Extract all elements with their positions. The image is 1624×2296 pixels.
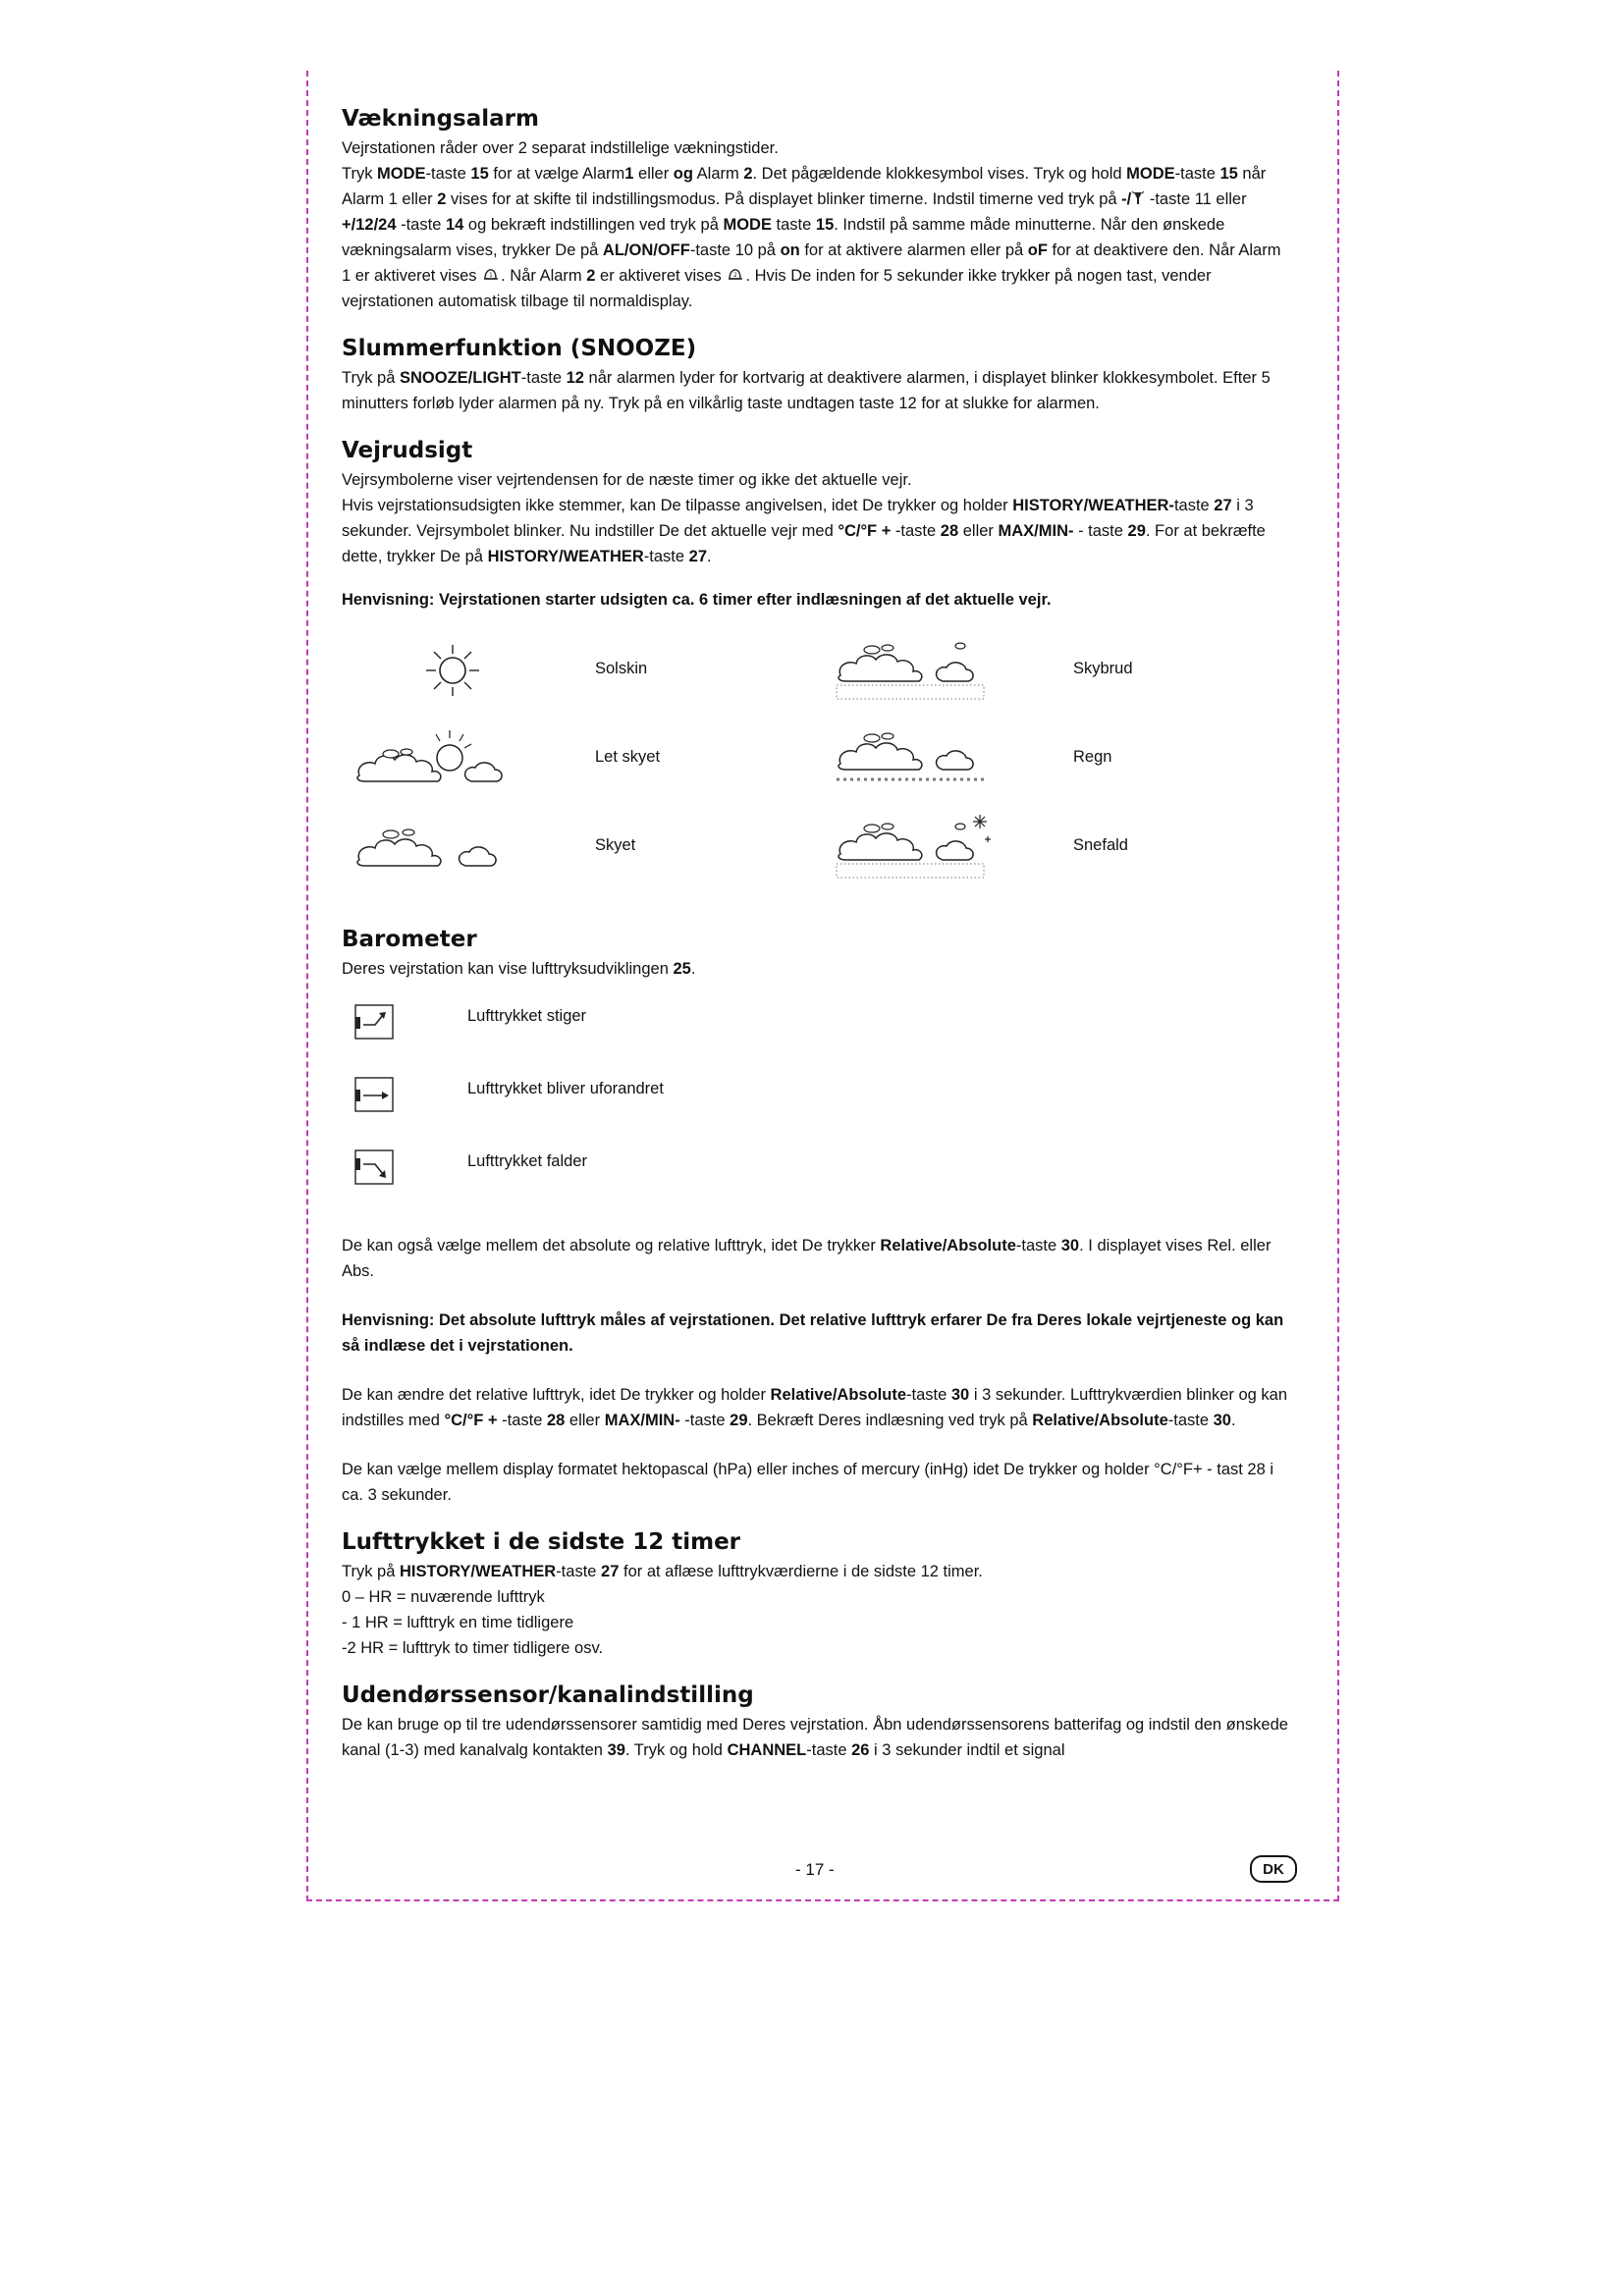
alarm-heading: Vækningsalarm bbox=[342, 106, 539, 132]
section-history bbox=[342, 1529, 1289, 1661]
forecast-instructions: Hvis vejrstationsudsigten ikke stemmer, kan De tilpasse angivelsen, idet De trykker og holder HISTORY/WEATHER-taste 27 i 3 sekunder. Vejrsymbolet blinker. Nu indstiller De det aktuelle vejr med °C/°F + -taste 28 eller MAX/MIN- - taste 29. For at bekræfte dette, trykker De på HISTORY/WEATHER-taste 27. bbox=[342, 497, 1266, 565]
pressure-trend-list bbox=[342, 991, 1289, 1209]
label-partly-cloudy: Let skyet bbox=[595, 748, 661, 766]
alarm-bell-icon-2 bbox=[726, 267, 745, 283]
history-line-3: -2 HR = lufttryk to timer tidligere osv. bbox=[342, 1639, 604, 1657]
cloudy-icon bbox=[352, 815, 509, 874]
alarm-intro: Vejrstationen råder over 2 separat indstillelige vækningstider. bbox=[342, 139, 779, 157]
barometer-intro: Deres vejrstation kan vise lufttryksudviklingen 25. bbox=[342, 960, 696, 978]
showers-icon bbox=[833, 638, 990, 703]
svg-text:1: 1 bbox=[489, 272, 493, 279]
sensor-text: De kan bruge op til tre udendørssensorer samtidig med Deres vejrstation. Åbn udendørssensorens batterifag og indstil den ønskede kanal (1-3) med kanalvalg kontakten 39. Tryk og hold CHANNEL-taste 26 i 3 sekunder indtil et signal bbox=[342, 1716, 1288, 1759]
section-alarm bbox=[342, 106, 1289, 314]
forecast-note: Henvisning: Vejrstationen starter udsigten ca. 6 timer efter indlæsningen af det aktuelle vejr. bbox=[342, 591, 1052, 609]
barometer-units: De kan vælge mellem display formatet hektopascal (hPa) eller inches of mercury (inHg) idet De trykker og holder °C/°F+ - tast 28 i ca. 3 sekunder. bbox=[342, 1461, 1274, 1504]
page-number: - 17 - bbox=[795, 1860, 835, 1879]
trend-falling-icon bbox=[353, 1148, 397, 1186]
document-body bbox=[342, 106, 1289, 1785]
trend-steady-icon bbox=[353, 1076, 397, 1113]
snooze-text: Tryk på SNOOZE/LIGHT-taste 12 når alarmen lyder for kortvarig at deaktivere alarmen, i displayet blinker klokkesymbolet. Efter 5 minutters forløb lyder alarmen på ny. Tryk på en vilkårlig taste undtagen taste 12 for at slukke for alarmen. bbox=[342, 369, 1271, 412]
label-sun: Solskin bbox=[595, 660, 648, 677]
rain-icon bbox=[833, 726, 990, 791]
section-barometer bbox=[342, 927, 1289, 1508]
barometer-note: Henvisning: Det absolute lufttryk måles af vejrstationen. Det relative lufttryk erfarer De fra Deres lokale vejrtjeneste og kan så indlæse det i vejrstationen. bbox=[342, 1311, 1284, 1355]
snooze-heading: Slummerfunktion (SNOOZE) bbox=[342, 336, 697, 361]
section-forecast bbox=[342, 438, 1289, 913]
history-line-2: - 1 HR = lufttryk en time tidligere bbox=[342, 1614, 574, 1631]
label-cloudy: Skyet bbox=[595, 836, 636, 854]
snow-icon bbox=[833, 811, 1009, 881]
svg-text:2: 2 bbox=[733, 272, 738, 279]
history-heading: Lufttrykket i de sidste 12 timer bbox=[342, 1529, 741, 1555]
barometer-rel-abs: De kan også vælge mellem det absolute og relative lufttryk, idet De trykker Relative/Absolute-taste 30. I displayet vises Rel. eller Abs. bbox=[342, 1237, 1272, 1280]
trend-steady: Lufttrykket bliver uforandret bbox=[342, 1064, 1289, 1137]
trend-rising: Lufttrykket stiger bbox=[342, 991, 1289, 1064]
label-rain: Regn bbox=[1073, 748, 1112, 766]
weather-symbols bbox=[342, 638, 1289, 913]
sun-icon bbox=[422, 643, 483, 698]
partly-cloudy-icon bbox=[352, 724, 509, 789]
sensor-heading: Udendørssensor/kanalindstilling bbox=[342, 1682, 754, 1708]
section-snooze bbox=[342, 336, 1289, 416]
trend-rising-icon bbox=[353, 1003, 397, 1041]
alarm-instructions: Tryk MODE-taste 15 for at vælge Alarm1 eller og Alarm 2. Det pågældende klokkesymbol vises. Tryk og hold MODE-taste 15 når Alarm 1 eller 2 vises for at skifte til indstillingsmodus. På displayet blinker timerne. Indstil timerne ved tryk på -/ -taste 11 eller +/12/24 -taste 14 og bekræft indstillingen ved tryk på MODE taste 15. Indstil på samme måde minutterne. Når den ønskede vækningsalarm vises, trykker De på AL/ON/OFF-taste 10 på on for at aktivere alarmen eller på oF for at deaktivere den. Når Alarm 1 er aktiveret vises 1 . Når Alarm 2 er aktiveret vises 2 . Hvis De inden for 5 sekunder ikke trykker på nogen tast, vender vejrstationen automatisk tilbage til normaldisplay. bbox=[342, 165, 1281, 310]
label-snow: Snefald bbox=[1073, 836, 1128, 854]
history-text: Tryk på HISTORY/WEATHER-taste 27 for at aflæse lufttrykværdierne i de sidste 12 timer. bbox=[342, 1563, 983, 1580]
light-icon bbox=[1131, 190, 1145, 206]
trend-falling: Lufttrykket falder bbox=[342, 1137, 1289, 1209]
barometer-adjust: De kan ændre det relative lufttryk, idet De trykker og holder Relative/Absolute-taste 30 i 3 sekunder. Lufttrykværdien blinker og kan indstilles med °C/°F + -taste 28 eller MAX/MIN- -taste 29. Bekræft Deres indlæsning ved tryk på Relative/Absolute-taste 30. bbox=[342, 1386, 1287, 1429]
history-line-1: 0 – HR = nuværende lufttryk bbox=[342, 1588, 545, 1606]
section-sensor bbox=[342, 1682, 1289, 1763]
language-badge: DK bbox=[1250, 1855, 1297, 1883]
alarm-bell-icon-1 bbox=[481, 267, 501, 283]
barometer-heading: Barometer bbox=[342, 927, 477, 952]
forecast-intro: Vejrsymbolerne viser vejrtendensen for de næste timer og ikke det aktuelle vejr. bbox=[342, 471, 912, 489]
label-showers: Skybrud bbox=[1073, 660, 1133, 677]
forecast-heading: Vejrudsigt bbox=[342, 438, 473, 463]
